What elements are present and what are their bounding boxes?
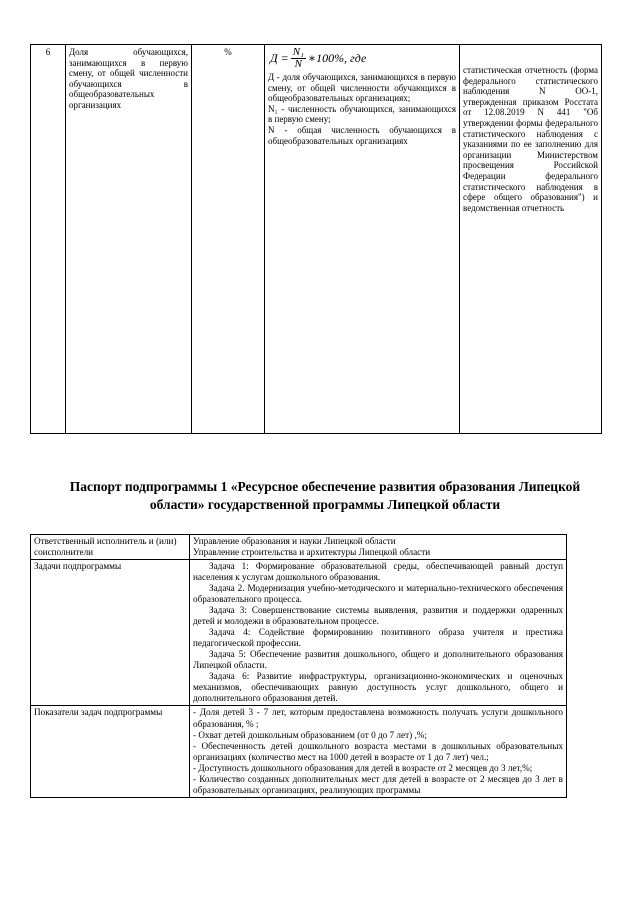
indicator-source: статистическая отчетность (форма федерального статистического наблюдения N ОО-1, утвержденная приказом Росстата от 12.08.2019 N 441 "Об утверждении формы федерального статистического наблюдения с указаниями по ее заполнению для организации Министерством просвещения Российской Федерации федерального статистического наблюдения в сфере общего образования") и ведомственная отчетность — [460, 45, 602, 434]
formula-lhs: Д = — [270, 51, 289, 66]
formula — [270, 47, 456, 70]
indicator-name: Доля обучающихся, занимающихся в первую смену, от общей численности обучающихся в общеобразовательных организациях — [66, 45, 192, 434]
indicator-item: - Доля детей 3 - 7 лет, которым предоставлена возможность получать услуги дошкольного образования, % ; — [193, 707, 563, 729]
task-item: Задача 2. Модернизация учебно-методического и материально-технического обеспечения образовательного процесса. — [193, 583, 563, 605]
task-item: Задача 5: Обеспечение развития дошкольного, общего и дополнительного образования Липецкой области. — [193, 649, 563, 671]
formula-rhs: ∗100%, где — [307, 51, 367, 66]
indicator-item: - Доступность дошкольного образования для детей в возрасте от 2 месяцев до 3 лет,%; — [193, 762, 533, 773]
task-item: Задача 4: Содействие формированию позитивного образа учителя и престижа педагогической профессии. — [193, 627, 563, 649]
passport-table — [30, 534, 567, 798]
tasks-label: Задачи подпрограммы — [31, 560, 190, 706]
table-row — [31, 45, 602, 434]
page-title: Паспорт подпрограммы 1 «Ресурсное обеспечение развития образования Липецкой области» государственной программы Липецкой области — [69, 479, 581, 512]
indicator-item: - Охват детей дошкольным образованием (от 0 до 7 лет) ,%; — [193, 729, 427, 740]
indicator-method — [265, 45, 460, 434]
indicators-label: Показатели задач подпрограммы — [31, 706, 190, 797]
executor-item: Управление строительства и архитектуры Липецкой области — [193, 547, 431, 558]
row-number: 6 — [31, 45, 66, 434]
table-row — [31, 560, 567, 706]
task-item: Задача 3: Совершенствование системы выявления, развития и поддержки одаренных детей и молодежи в образовательном процессе. — [193, 605, 563, 627]
indicator-item: - Количество созданных дополнительных мест для детей в возрасте от 2 месяцев до 3 лет в образовательных организациях, реализующих программы — [193, 773, 563, 795]
formula-fraction — [291, 47, 306, 70]
task-item: Задача 1: Формирование образовательной среды, обеспечивающей равный доступ населения к услугам дошкольного образования. — [193, 561, 563, 583]
table-row — [31, 535, 567, 560]
indicator-item: - Обеспеченность детей дошкольного возраста местами в дошкольных образовательных организациях (количество мест на 1000 детей в возрасте от 1 до 7 лет) чел.; — [193, 740, 563, 762]
tasks-values — [190, 560, 567, 706]
table-row — [31, 706, 567, 797]
formula-numerator: N₁ — [292, 46, 304, 58]
formula-denominator: N — [294, 58, 302, 70]
definition: N - общая численность обучающихся в общеобразовательных организациях — [268, 125, 456, 146]
indicator-table — [30, 44, 602, 434]
indicator-unit: % — [192, 45, 265, 434]
indicators-values — [190, 706, 567, 797]
executor-label: Ответственный исполнитель и (или) соисполнители — [31, 535, 190, 560]
executor-item: Управление образования и науки Липецкой области — [193, 536, 396, 546]
definition: Д - доля обучающихся, занимающихся в первую смену, от общей численности обучающихся в общеобразовательных организациях; — [268, 72, 456, 104]
definition: N₁ - численность обучающихся, занимающихся в первую смену; — [268, 103, 456, 125]
task-item: Задача 6: Развитие инфраструктуры, организационно-экономических и оценочных механизмов, обеспечивающих равную доступность услуг дошкольного, общего и дополнительного образования детей. — [193, 671, 563, 704]
executor-values — [190, 535, 567, 560]
